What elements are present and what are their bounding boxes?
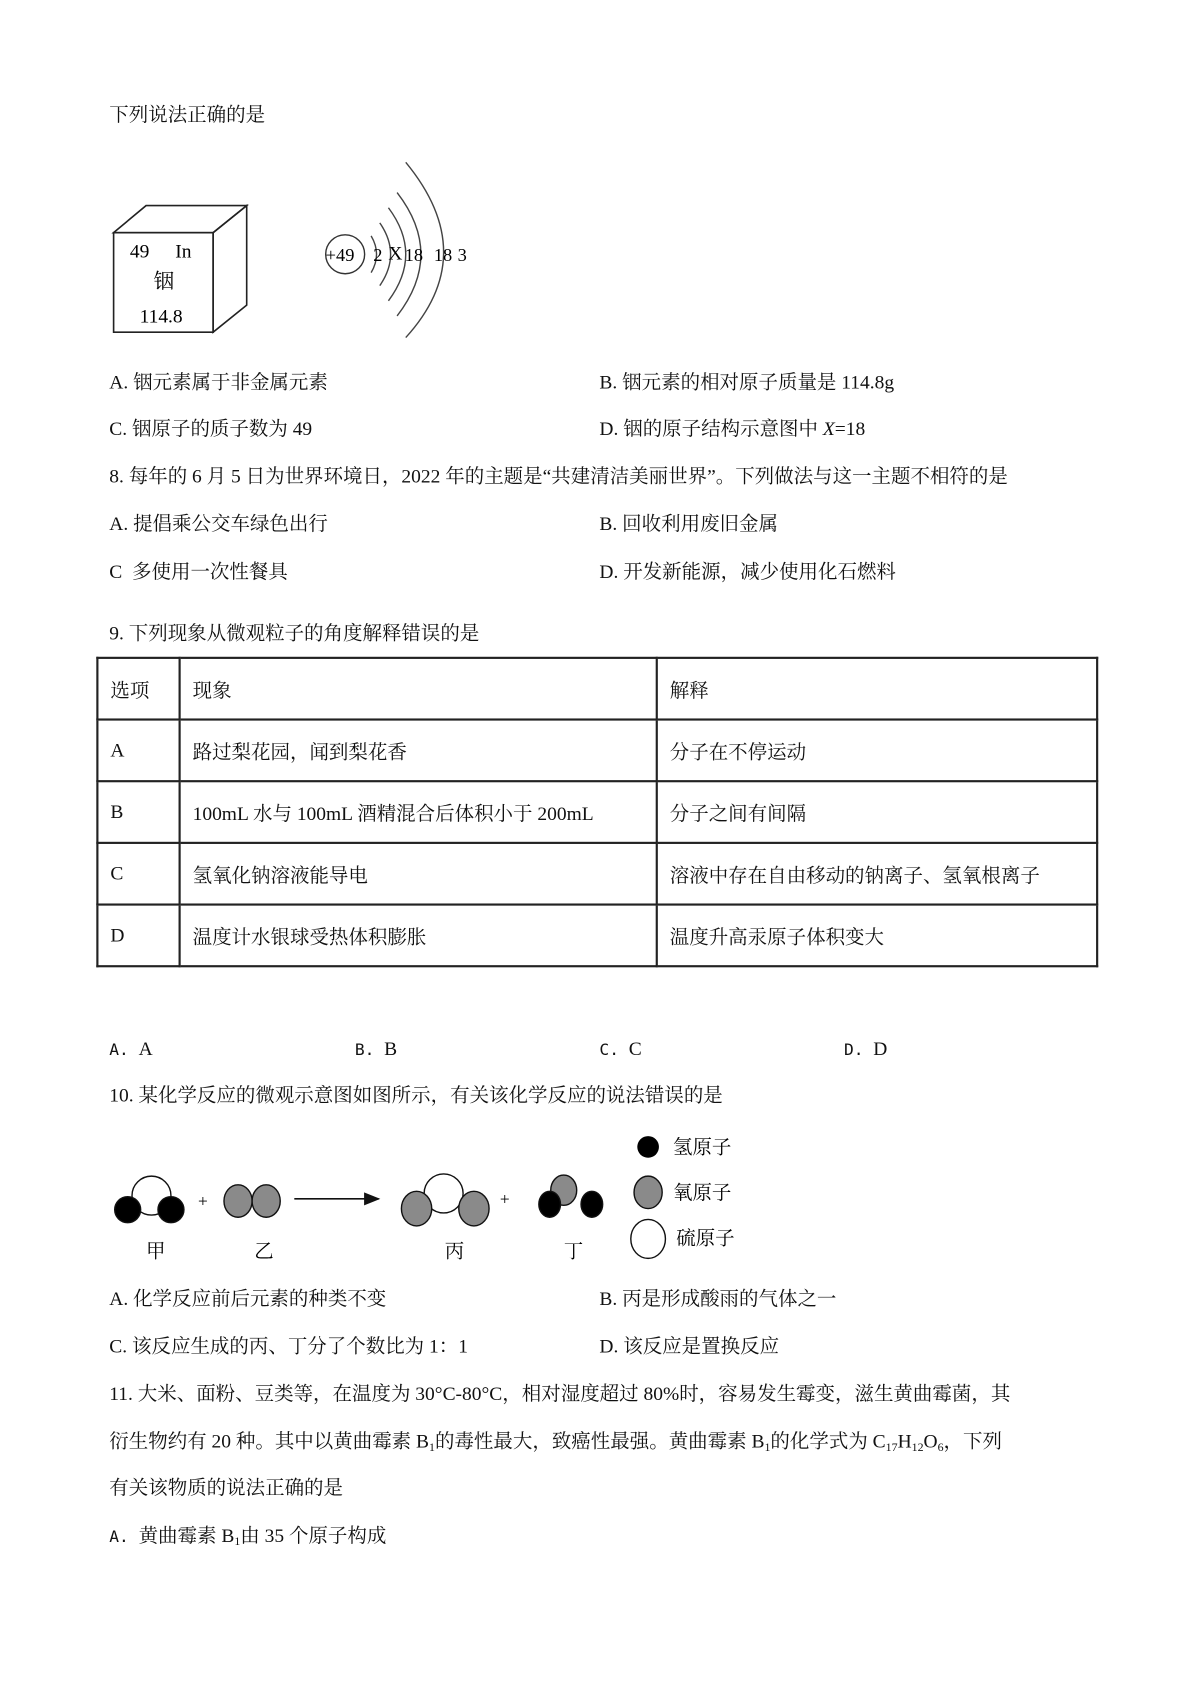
molecule-bing xyxy=(401,1174,489,1226)
shell-4: 18 xyxy=(433,244,453,265)
q8-option-a[interactable] xyxy=(109,512,328,536)
legend xyxy=(631,1136,735,1258)
q8-stem: 8. 每年的 6 月 5 日为世界环境日，2022 年的主题是“共建清洁美丽世界”。下列做法与这一主题不相符的是 xyxy=(109,465,1008,487)
option-label: A. xyxy=(109,371,129,393)
label-ding: 丁 xyxy=(563,1241,584,1263)
option-text: 该反应是置换反应 xyxy=(623,1335,780,1357)
option-text: 丙是形成酸雨的气体之一 xyxy=(622,1287,837,1310)
option-text: C xyxy=(628,1037,642,1060)
subscript: 17 xyxy=(885,1441,898,1455)
text: H xyxy=(897,1430,912,1453)
element-symbol: In xyxy=(175,241,192,263)
q9-option-d[interactable] xyxy=(844,1037,887,1062)
option-label: A. xyxy=(109,1287,129,1310)
table-row xyxy=(97,720,1097,782)
option-label: D. xyxy=(599,417,619,440)
option-label: A. xyxy=(109,512,129,535)
option-label: C. xyxy=(599,1039,619,1060)
molecule-ding xyxy=(539,1175,603,1217)
table-row xyxy=(97,843,1097,905)
nucleus-charge: +49 xyxy=(325,244,355,265)
header-cell: 现象 xyxy=(180,658,657,720)
option-text: 铟原子的质子数为 49 xyxy=(132,417,313,440)
option-text: 铟元素的相对原子质量是 114.8g xyxy=(622,371,895,393)
header-cell: 选项 xyxy=(97,658,179,720)
shell-2: X xyxy=(388,243,403,265)
reaction-diagram xyxy=(103,1120,774,1271)
option-text: 开发新能源，减少使用化石燃料 xyxy=(623,560,896,583)
subscript: 1 xyxy=(429,1441,435,1455)
q9-option-c[interactable] xyxy=(599,1037,641,1062)
legend-oxygen: 氧原子 xyxy=(673,1182,732,1204)
atom-structure-diagram xyxy=(326,162,467,337)
table-cell: 100mL 水与 100mL 酒精混合后体积小于 200mL xyxy=(180,781,657,843)
q8-option-b[interactable] xyxy=(599,512,778,536)
q9-option-a[interactable] xyxy=(109,1037,152,1062)
subscript: 1 xyxy=(234,1535,241,1549)
legend-sulfur: 硫原子 xyxy=(676,1228,735,1250)
table-cell: 分子之间有间隔 xyxy=(657,781,1097,843)
text: 的毒性最大，致癌性最强。黄曲霉素 B xyxy=(434,1430,765,1453)
q10-option-c[interactable] xyxy=(109,1334,468,1358)
q11-option-a[interactable] xyxy=(109,1523,386,1548)
subscript: 6 xyxy=(937,1441,944,1455)
sulfur-atom-icon xyxy=(631,1219,666,1258)
shell-3: 18 xyxy=(404,244,424,265)
label-bing: 丙 xyxy=(444,1241,465,1263)
legend-hydrogen: 氢原子 xyxy=(673,1137,732,1159)
shell-5: 3 xyxy=(457,244,467,265)
table-header-row xyxy=(97,658,1097,720)
q9-option-b[interactable] xyxy=(355,1037,397,1062)
subscript: 1 xyxy=(764,1441,771,1455)
plus-sign: + xyxy=(499,1189,510,1209)
option-text-end: =18 xyxy=(834,417,866,440)
q7-option-d[interactable] xyxy=(599,417,865,441)
q7-option-a[interactable] xyxy=(109,370,328,394)
variable-x: X xyxy=(822,417,835,440)
element-name: 铟 xyxy=(153,270,175,293)
table-cell: C xyxy=(97,843,179,905)
label-yi: 乙 xyxy=(254,1241,274,1263)
option-text: D xyxy=(873,1037,888,1060)
header-cell: 解释 xyxy=(657,658,1097,720)
text: O xyxy=(923,1430,938,1453)
q9-table xyxy=(96,657,1098,968)
q7-stem: 下列说法正确的是 xyxy=(109,103,266,126)
table-cell: 氢氧化钠溶液能导电 xyxy=(180,843,657,905)
option-text: A xyxy=(138,1037,153,1060)
table-cell: A xyxy=(97,720,179,782)
text: 的化学式为 C xyxy=(770,1430,886,1453)
q7-figures xyxy=(103,151,493,346)
option-text: 该反应生成的丙、丁分了个数比为 1：1 xyxy=(132,1335,468,1357)
label-jia: 甲 xyxy=(146,1241,166,1263)
table-cell: 温度计水银球受热体积膨胀 xyxy=(180,905,657,967)
option-label: D. xyxy=(599,560,619,583)
option-text-end: 由 35 个原子构成 xyxy=(240,1524,387,1547)
option-text: 回收利用废旧金属 xyxy=(622,512,778,535)
q11-stem-line3: 有关该物质的说法正确的是 xyxy=(109,1476,343,1499)
text: 衍生物约有 20 种。其中以黄曲霉素 B xyxy=(109,1430,430,1453)
element-number: 49 xyxy=(129,241,150,263)
molecule-jia xyxy=(115,1176,184,1223)
q10-option-b[interactable] xyxy=(599,1286,836,1310)
table-cell: 路过梨花园，闻到梨花香 xyxy=(180,720,657,782)
q11-stem-line2 xyxy=(109,1429,1002,1453)
table-row xyxy=(97,905,1097,967)
hydrogen-atom-icon xyxy=(637,1136,659,1158)
q10-option-d[interactable] xyxy=(599,1334,779,1358)
q8-option-d[interactable] xyxy=(599,559,895,583)
q11-stem-line1: 11. 大米、面粉、豆类等，在温度为 30°C-80°C，相对湿度超过 80%时，容易发生霉变，滋生黄曲霉菌，其 xyxy=(109,1382,1011,1405)
option-text: 铟的原子结构示意图中 xyxy=(623,417,823,440)
table-cell: D xyxy=(97,905,179,967)
option-label: A. xyxy=(109,1526,129,1547)
option-label: D. xyxy=(843,1039,864,1060)
table-cell: 温度升高汞原子体积变大 xyxy=(657,905,1097,967)
option-text: 提倡乘公交车绿色出行 xyxy=(133,512,328,535)
table-cell: 溶液中存在自由移动的钠离子、氢氧根离子 xyxy=(657,843,1097,905)
table-cell: 分子在不停运动 xyxy=(657,720,1097,782)
q7-option-b[interactable] xyxy=(599,370,894,394)
option-label: B. xyxy=(599,371,618,393)
option-label: B. xyxy=(354,1039,375,1060)
option-label: C xyxy=(109,560,123,583)
q9-stem: 9. 下列现象从微观粒子的角度解释错误的是 xyxy=(109,622,480,644)
option-text: B xyxy=(384,1037,398,1060)
plus-sign: + xyxy=(198,1191,208,1211)
option-label: C. xyxy=(109,1335,128,1357)
table-row xyxy=(97,781,1097,843)
option-label: C. xyxy=(109,417,128,440)
q10-stem: 10. 某化学反应的微观示意图如图所示，有关该化学反应的说法错误的是 xyxy=(109,1084,723,1106)
option-text: 化学反应前后元素的种类不变 xyxy=(133,1287,387,1310)
option-text: 多使用一次性餐具 xyxy=(132,560,288,583)
table-cell: B xyxy=(97,781,179,843)
q7-option-c[interactable] xyxy=(109,417,312,441)
option-text: 黄曲霉素 B xyxy=(138,1524,235,1547)
shell-1: 2 xyxy=(373,244,383,265)
q8-option-c[interactable] xyxy=(109,559,288,583)
option-label: B. xyxy=(599,1287,618,1310)
option-label: D. xyxy=(599,1335,619,1357)
option-text: 铟元素属于非金属元素 xyxy=(133,371,328,393)
text: ，下列 xyxy=(943,1430,1002,1453)
option-label: A. xyxy=(109,1039,129,1060)
oxygen-atom-icon xyxy=(634,1176,662,1208)
element-mass: 114.8 xyxy=(139,306,183,328)
option-label: B. xyxy=(599,512,618,535)
molecule-yi xyxy=(224,1185,280,1217)
q10-option-a[interactable] xyxy=(109,1286,386,1310)
subscript: 12 xyxy=(911,1441,924,1455)
